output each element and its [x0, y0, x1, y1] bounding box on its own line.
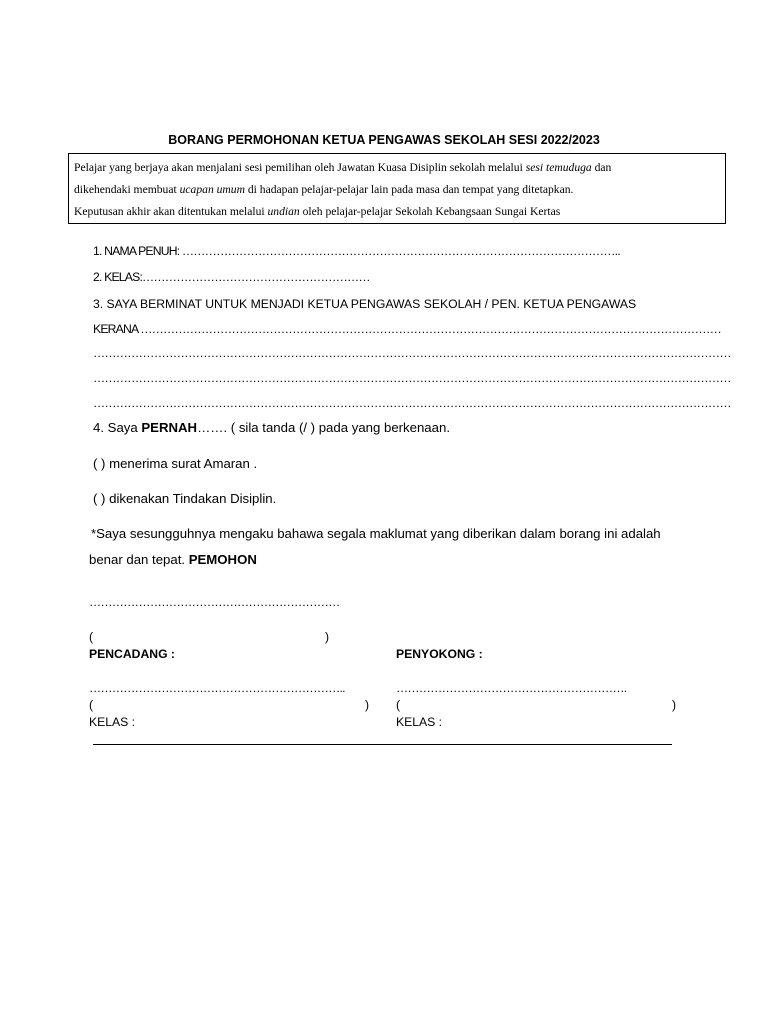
pemohon-signature-line[interactable]: ………………………………………………………… — [89, 595, 340, 609]
pemohon-name-close: ) — [325, 630, 330, 644]
notice-line-2: dikehendaki membuat ucapan umum di hadapan pelajar-pelajar lain pada masa dan tempat yang ditetapkan. — [74, 183, 574, 196]
pencadang-name-open: ( — [89, 698, 94, 712]
pemohon-name-open: ( — [89, 630, 94, 644]
notice-line-3: Keputusan akhir akan ditentukan melalui undian oleh pelajar-pelajar Sekolah Kebangsaan Sungai Kertas — [74, 205, 561, 218]
field-kerana[interactable]: KERANA ……………………………………………………………………………………………………………………………………… — [93, 322, 721, 336]
option-tindakan-disiplin[interactable]: ( ) dikenakan Tindakan Disiplin. — [93, 491, 277, 506]
field-kerana-line-3[interactable]: …………………………………………………………………………………………………………………………………………………… — [93, 371, 731, 385]
question-4: 4. Saya PERNAH……. ( sila tanda (/ ) pada yang berkenaan. — [93, 420, 450, 435]
notice-box — [68, 153, 726, 224]
penyokong-label: PENYOKONG : — [396, 647, 483, 661]
penyokong-signature-line[interactable]: ……………………………………………………. — [396, 681, 627, 695]
declaration-line-1: *Saya sesungguhnya mengaku bahawa segala maklumat yang diberikan dalam borang ini adalah — [91, 526, 661, 541]
form-title: BORANG PERMOHONAN KETUA PENGAWAS SEKOLAH SESI 2022/2023 — [168, 133, 600, 147]
option-surat-amaran[interactable]: ( ) menerima surat Amaran . — [93, 456, 258, 471]
field-nama-penuh[interactable]: 1. NAMA PENUH: …………………………………………………………………………………………………….. — [93, 244, 620, 258]
field-kerana-line-2[interactable]: …………………………………………………………………………………………………………………………………………………… — [93, 346, 731, 360]
pencadang-label: PENCADANG : — [89, 647, 175, 661]
penyokong-kelas-label: KELAS : — [396, 715, 443, 729]
field-kerana-line-4[interactable]: …………………………………………………………………………………………………………………………………………………… — [93, 396, 731, 410]
declaration-line-2: benar dan tepat. PEMOHON — [89, 552, 257, 567]
notice-line-1: Pelajar yang berjaya akan menjalani sesi pemilihan oleh Jawatan Kuasa Disiplin sekolah melalui sesi temuduga dan — [74, 161, 612, 174]
pencadang-signature-line[interactable]: ………………………………………………………….. — [89, 681, 345, 695]
field-kelas[interactable]: 2. KELAS:…………………………………………………… — [93, 270, 370, 284]
penyokong-name-open: ( — [396, 698, 401, 712]
penyokong-name-close: ) — [672, 698, 677, 712]
pencadang-kelas-label: KELAS : — [89, 715, 136, 729]
pencadang-name-close: ) — [365, 698, 370, 712]
field-minat-label: 3. SAYA BERMINAT UNTUK MENJADI KETUA PENGAWAS SEKOLAH / PEN. KETUA PENGAWAS — [93, 297, 637, 311]
bottom-divider — [93, 744, 672, 745]
